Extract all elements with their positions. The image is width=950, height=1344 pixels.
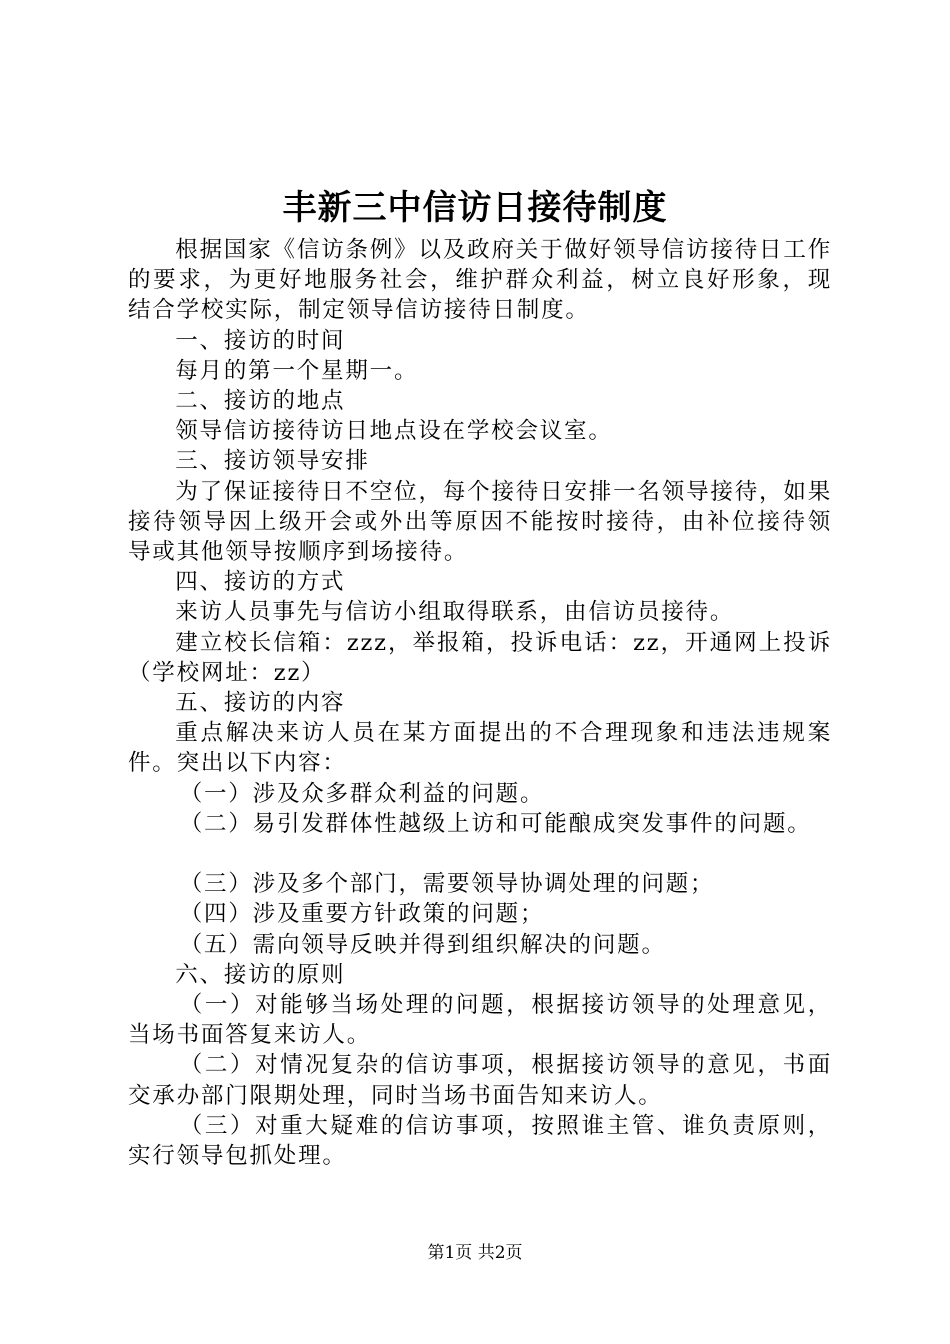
content-item-3: （三）涉及多个部门，需要领导协调处理的问题； [179,871,715,898]
blank-line [128,839,832,869]
content-paragraph: 重点解决来访人员在某方面提出的不合理现象和违法违规案件。突出以下内容： [128,720,832,777]
intro-paragraph: 根据国家《信访条例》以及政府关于做好领导信访接待日工作的要求，为更好地服务社会，维护群众利益，树立良好形象，现结合学校实际，制定领导信访接待日制度。 [128,237,832,324]
content-item-4: （四）涉及重要方针政策的问题； [179,901,545,928]
content-item-5: （五）需向领导反映并得到组织解决的问题。 [179,931,666,958]
principle-item-2: （二）对情况复杂的信访事项，根据接访领导的意见，书面交承办部门限期处理，同时当场书面告知来访人。 [128,1052,832,1109]
page-footer: 第1页 共2页 [427,1243,523,1263]
contact-paragraph: 建立校长信箱：zzz，举报箱，投诉电话：zz，开通网上投诉（学校网址：zz） [128,629,832,686]
principle-item-3: （三）对重大疑难的信访事项，按照谁主管、谁负责原则，实行领导包抓处理。 [128,1112,832,1170]
section-heading-time: 一、接访的时间 [175,327,346,354]
time-paragraph: 每月的第一个星期一。 [175,357,419,384]
section-heading-method: 四、接访的方式 [175,569,346,596]
section-heading-location: 二、接访的地点 [175,388,346,415]
document-body [128,235,832,1171]
principle-item-1: （一）对能够当场处理的问题，根据接访领导的处理意见，当场书面答复来访人。 [128,992,832,1049]
content-item-1: （一）涉及众多群众利益的问题。 [179,780,545,807]
arrangement-paragraph: 为了保证接待日不空位，每个接待日安排一名领导接待，如果接待领导因上级开会或外出等原因不能按时接待，由补位接待领导或其他领导按顺序到场接待。 [128,478,832,566]
content-item-2: （二）易引发群体性越级上访和可能酿成突发事件的问题。 [179,810,812,837]
section-heading-principles: 六、接访的原则 [175,961,346,988]
section-heading-arrangement: 三、接访领导安排 [175,448,370,475]
location-paragraph: 领导信访接待访日地点设在学校会议室。 [175,418,613,445]
section-heading-content: 五、接访的内容 [175,690,346,717]
method-paragraph: 来访人员事先与信访小组取得联系，由信访员接待。 [175,599,735,626]
document-title: 丰新三中信访日接待制度 [282,188,668,228]
